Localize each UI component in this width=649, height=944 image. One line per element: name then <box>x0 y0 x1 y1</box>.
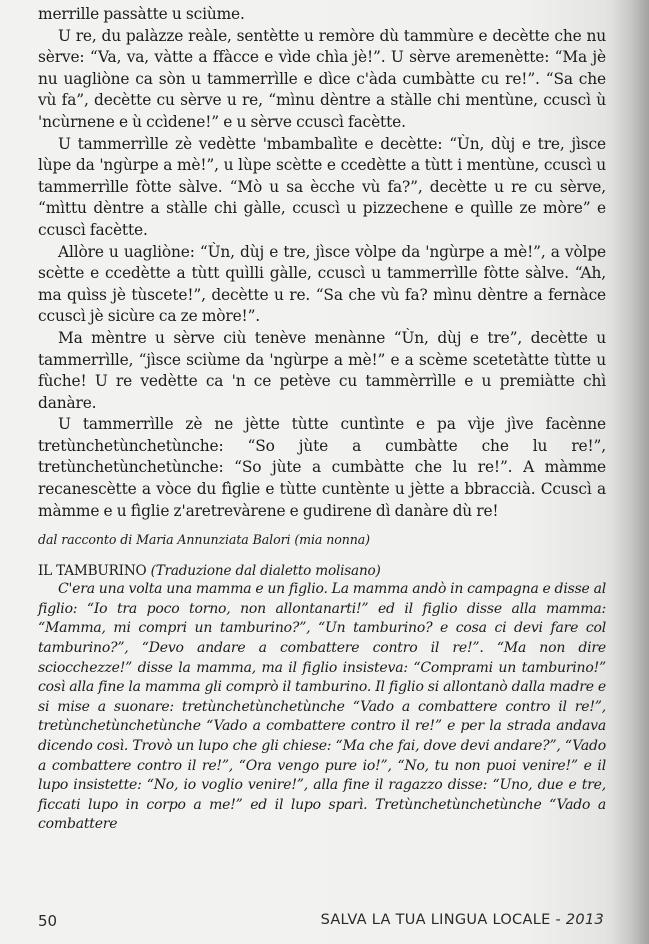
translation-heading <box>38 562 606 580</box>
page-number: 50 <box>38 912 58 930</box>
dialect-paragraph: U tammerrìlle zè ne jètte tùtte cuntìnte e pa vìje jìve facènne tretùnchetùnchetùnche: “So jùte a cumbàtte che lu re!”, tretùnchetùnchetùnche: “So jùte a cumbàtte che lu re!”. A màmme recanescètte a vòce du fìglie e tùtte cuntènte u jètte a bbraccià. Ccuscì a màmme e u fìglie z'aretrevàrene e gudirene dì danàre dù re! <box>38 415 606 520</box>
translation-title: IL TAMBURINO <box>38 563 147 580</box>
translation-subtitle: (Traduzione dal dialetto molisano) <box>150 563 381 580</box>
running-footer-title <box>321 912 604 928</box>
binding-shadow <box>611 0 649 944</box>
page-footer <box>38 910 604 934</box>
publication-title: SALVA LA TUA LINGUA LOCALE - <box>320 912 566 928</box>
text-column <box>38 4 606 835</box>
dialect-paragraph: Allòre u uagliòne: “Ùn, dùj e tre, jìsce vòlpe da 'ngùrpe a mè!”, a vòlpe scètte e ccedètte a tùtt quìlli gàlle, ccuscì u tammerrìlle fòtte sàlve. “Ah, ma quìss jè tùscete!”, decètte u re. “Sa che vù fa? mìnu dèntre a fernàce ccuscì jè sicùre ca ze mòre!”. <box>38 242 606 326</box>
dialect-paragraph: Ma mèntre u sèrve ciù tenève menànne “Ùn, dùj e tre”, decètte u tammerrìlle, “jìsce sciùme da 'ngùrpe a mè!” e a scème scetetàtte tùtte u fùche! U re vedètte ca 'n ce petève cu tammèrrìlle e u premiàtte chì danàre. <box>38 328 606 412</box>
dialect-paragraph: U re, du palàzze reàle, sentètte u remòre dù tammùre e decètte che nu sèrve: “Va, va, vàtte a ffàcce e vìde chìa jè!”. U sèrve aremenètte: “Ma jè nu uagliòne ca sòn u tammerrìlle e dìce c'àda cumbàtte cu re!”. “Sa che vù fa”, decètte cu sèrve u re, “mìnu dèntre a stàlle chi mentùne, ccuscì ù 'ncùrnene e ù ccìdene!” e u sèrve ccuscì facètte. <box>38 26 606 131</box>
publication-year: 2013 <box>565 912 604 928</box>
source-attribution: dal racconto di Maria Annunziata Balori (mia nonna) <box>38 532 370 548</box>
dialect-paragraph: merrille passàtte u sciùme. <box>38 5 245 23</box>
translation-paragraph: C'era una volta una mamma e un figlio. La mamma andò in campagna e disse al figlio: “Io tra poco torno, non allontanarti!” ed il figlio disse alla mamma: “Mamma, mi compri un tamburino?”, “Un tamburino? e cosa ci devi fare col tamburino?”, “Devo andare a combattere contro il re!”. “Ma non dire sciocchezze!” disse la mamma, ma il figlio insisteva: “Comprami un tamburino!” così alla fine la mamma gli comprò il tamburino. Il figlio si allontanò dalla madre e si mise a suonare: tretùnchetùnchetùnche “Vado a combattere contro il re!”, tretùnchetùnchetùnche “Vado a combattere contro il re!” e per la strada andava dicendo così. Trovò un lupo che gli chiese: “Ma che fai, dove devi andare?”, “Vado a combattere contro il re!”, “Ora vengo pure io!”, “No, tu non puoi venire!” e il lupo insistette: “No, io voglio venire!”, alla fine il ragazzo disse: “Uno, due e tre, ficcati lupo in corpo a me!” ed il lupo sparì. Tretùnchetùnchetùnche “Vado a combattere <box>38 581 606 833</box>
dialect-paragraph: U tammerrìlle zè vedètte 'mbambalìte e decètte: “Ùn, dùj e tre, jìsce lùpe da 'ngùrpe a mè!”, u lùpe scètte e ccedètte a tùtt i mentùne, ccuscì u tammerrìlle fòtte sàlve. “Mò u sa ècche vù fa?”, decètte u re cu sèrve, “mìttu dèntre a stàlle chi gàlle, ccuscì u pizzechene e quìlle ze mòre” e ccuscì facètte. <box>38 134 606 239</box>
